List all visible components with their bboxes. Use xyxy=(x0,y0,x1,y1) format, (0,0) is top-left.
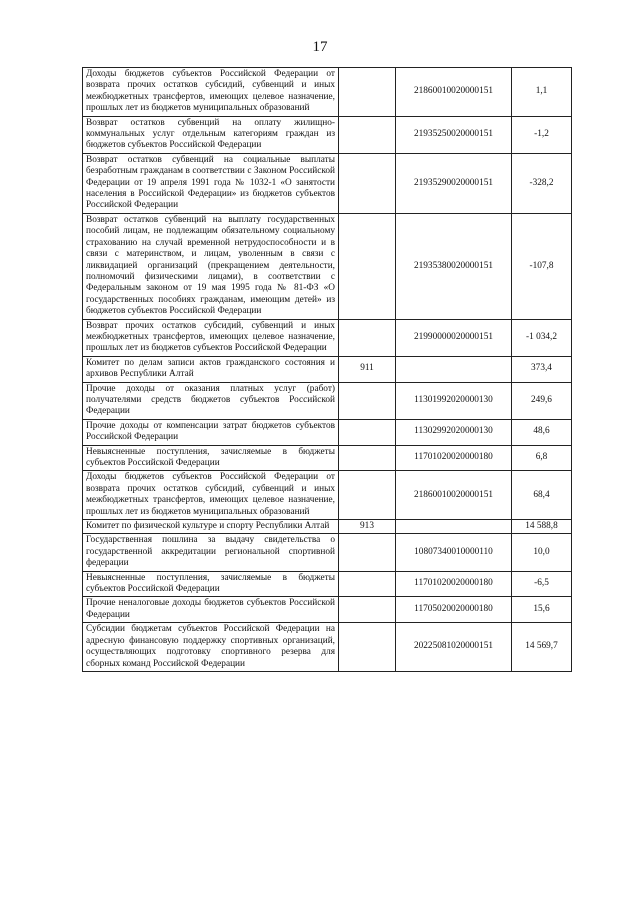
row-budget-code: 21935380020000151 xyxy=(396,213,512,319)
table-row xyxy=(83,319,572,356)
row-amount: 1,1 xyxy=(512,68,572,117)
row-budget-code: 11302992020000130 xyxy=(396,419,512,445)
row-amount: 48,6 xyxy=(512,419,572,445)
row-budget-code xyxy=(396,520,512,534)
row-amount: -328,2 xyxy=(512,153,572,213)
row-budget-code: 11701020020000180 xyxy=(396,445,512,471)
table-row xyxy=(83,571,572,597)
row-amount: 373,4 xyxy=(512,356,572,382)
table-row xyxy=(83,597,572,623)
row-admin-code xyxy=(339,623,396,672)
table-row xyxy=(83,382,572,419)
row-budget-code: 21860010020000151 xyxy=(396,471,512,520)
row-budget-code: 21935290020000151 xyxy=(396,153,512,213)
table-row xyxy=(83,534,572,571)
row-amount: 68,4 xyxy=(512,471,572,520)
row-budget-code: 11705020020000180 xyxy=(396,597,512,623)
row-description: Комитет по физической культуре и спорту Республики Алтай xyxy=(83,520,339,534)
row-amount: -107,8 xyxy=(512,213,572,319)
row-admin-code xyxy=(339,419,396,445)
table-row xyxy=(83,213,572,319)
row-admin-code xyxy=(339,471,396,520)
row-amount: 14 569,7 xyxy=(512,623,572,672)
row-description: Невыясненные поступления, зачисляемые в бюджеты субъектов Российской Федерации xyxy=(83,445,339,471)
row-amount: 14 588,8 xyxy=(512,520,572,534)
row-budget-code: 10807340010000110 xyxy=(396,534,512,571)
row-admin-code xyxy=(339,382,396,419)
row-description: Невыясненные поступления, зачисляемые в бюджеты субъектов Российской Федерации xyxy=(83,571,339,597)
table-row xyxy=(83,116,572,153)
row-admin-code xyxy=(339,213,396,319)
row-amount: 6,8 xyxy=(512,445,572,471)
row-description: Прочие неналоговые доходы бюджетов субъектов Российской Федерации xyxy=(83,597,339,623)
row-amount: -1 034,2 xyxy=(512,319,572,356)
table-row xyxy=(83,153,572,213)
row-description: Доходы бюджетов субъектов Российской Федерации от возврата прочих остатков субсидий, субвенций и иных межбюджетных трансфертов, имеющих целевое назначение, прошлых лет из бюджетов муниципальных образований xyxy=(83,471,339,520)
row-admin-code xyxy=(339,445,396,471)
row-description: Возврат прочих остатков субсидий, субвенций и иных межбюджетных трансфертов, имеющих целевое назначение, прошлых лет из бюджетов субъектов Российской Федерации xyxy=(83,319,339,356)
row-admin-code xyxy=(339,597,396,623)
row-description: Доходы бюджетов субъектов Российской Федерации от возврата прочих остатков субсидий, субвенций и иных межбюджетных трансфертов, имеющих целевое назначение, прошлых лет из бюджетов муниципальных образований xyxy=(83,68,339,117)
row-budget-code: 21990000020000151 xyxy=(396,319,512,356)
row-budget-code: 21935250020000151 xyxy=(396,116,512,153)
row-admin-code: 913 xyxy=(339,520,396,534)
row-budget-code: 20225081020000151 xyxy=(396,623,512,672)
row-admin-code xyxy=(339,571,396,597)
table-row xyxy=(83,520,572,534)
row-description: Государственная пошлина за выдачу свидетельства о государственной аккредитации региональной спортивной федерации xyxy=(83,534,339,571)
table-row xyxy=(83,356,572,382)
row-amount: 249,6 xyxy=(512,382,572,419)
row-amount: 15,6 xyxy=(512,597,572,623)
table-row xyxy=(83,419,572,445)
row-description: Субсидии бюджетам субъектов Российской Федерации на адресную финансовую поддержку спортивных организаций, осуществляющих подготовку спортивного резерва для сборных команд Российской Федерации xyxy=(83,623,339,672)
row-amount: 10,0 xyxy=(512,534,572,571)
page-number: 17 xyxy=(312,39,328,55)
row-amount: -6,5 xyxy=(512,571,572,597)
row-admin-code xyxy=(339,534,396,571)
row-admin-code xyxy=(339,319,396,356)
row-admin-code: 911 xyxy=(339,356,396,382)
row-admin-code xyxy=(339,68,396,117)
table-row xyxy=(83,445,572,471)
row-admin-code xyxy=(339,116,396,153)
row-description: Прочие доходы от оказания платных услуг (работ) получателями средств бюджетов субъектов Российской Федерации xyxy=(83,382,339,419)
row-budget-code: 11301992020000130 xyxy=(396,382,512,419)
row-description: Комитет по делам записи актов гражданского состояния и архивов Республики Алтай xyxy=(83,356,339,382)
row-description: Возврат остатков субвенций на социальные выплаты безработным гражданам в соответствии с Законом Российской Федерации от 19 апреля 1991 года № 1032-1 «О занятости населения в Российской Федерации» из бюджетов субъектов Российской Федерации xyxy=(83,153,339,213)
row-admin-code xyxy=(339,153,396,213)
row-description: Прочие доходы от компенсации затрат бюджетов субъектов Российской Федерации xyxy=(83,419,339,445)
table-row xyxy=(83,623,572,672)
revenue-table xyxy=(82,67,572,672)
table-row xyxy=(83,471,572,520)
row-budget-code xyxy=(396,356,512,382)
row-description: Возврат остатков субвенций на оплату жилищно-коммунальных услуг отдельным категориям граждан из бюджетов субъектов Российской Федерации xyxy=(83,116,339,153)
row-budget-code: 11701020020000180 xyxy=(396,571,512,597)
row-description: Возврат остатков субвенций на выплату государственных пособий лицам, не подлежащим обязательному социальному страхованию на случай временной нетрудоспособности и в связи с материнством, и лицам, уволенным в связи с ликвидацией организаций (прекращением деятельности, полномочий физическими лицами), в соответствии с Федеральным законом от 19 мая 1995 года № 81-ФЗ «О государственных пособиях гражданам, имеющим детей» из бюджетов субъектов Российской Федерации xyxy=(83,213,339,319)
row-budget-code: 21860010020000151 xyxy=(396,68,512,117)
row-amount: -1,2 xyxy=(512,116,572,153)
table-row xyxy=(83,68,572,117)
